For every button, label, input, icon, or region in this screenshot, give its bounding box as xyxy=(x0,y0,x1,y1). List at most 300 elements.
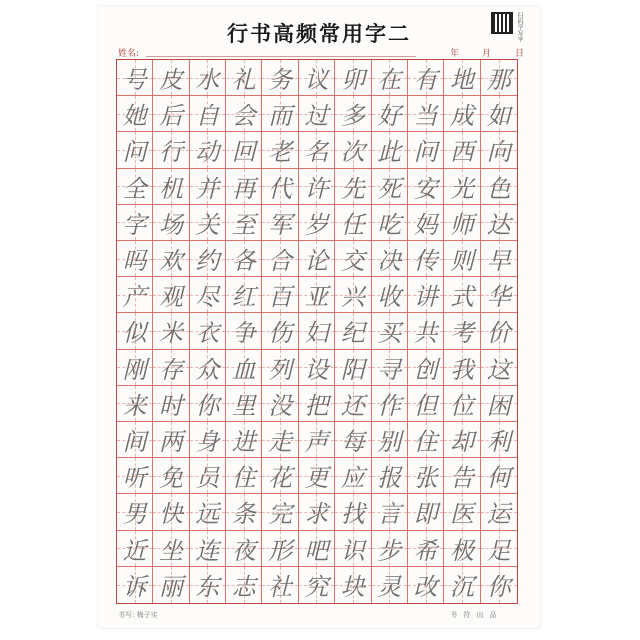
grid-character: 困 xyxy=(486,391,511,420)
grid-character: 把 xyxy=(304,391,329,420)
grid-character: 考 xyxy=(449,319,474,348)
grid-cell xyxy=(226,132,262,168)
grid-character: 改 xyxy=(413,573,438,602)
grid-cell xyxy=(444,567,480,603)
grid-character: 式 xyxy=(449,283,474,312)
grid-cell xyxy=(408,458,444,494)
grid-character: 向 xyxy=(486,138,511,167)
grid-character: 色 xyxy=(486,174,511,203)
grid-cell xyxy=(226,169,262,205)
grid-character: 极 xyxy=(449,536,474,565)
grid-cell xyxy=(444,494,480,530)
grid-cell xyxy=(226,494,262,530)
grid-cell xyxy=(408,313,444,349)
grid-character: 观 xyxy=(159,283,184,312)
grid-cell xyxy=(299,96,335,132)
grid-cell xyxy=(372,386,408,422)
grid-cell xyxy=(262,132,298,168)
grid-character: 并 xyxy=(195,174,220,203)
grid-character: 没 xyxy=(268,391,293,420)
grid-character: 快 xyxy=(159,500,184,529)
grid-character: 议 xyxy=(304,66,329,95)
grid-character: 地 xyxy=(449,66,474,95)
grid-character: 运 xyxy=(486,500,511,529)
grid-character: 许 xyxy=(304,174,329,203)
grid-cell xyxy=(372,458,408,494)
grid-character: 灵 xyxy=(377,573,402,602)
grid-character: 问 xyxy=(122,138,147,167)
grid-cell xyxy=(481,96,517,132)
grid-character: 连 xyxy=(195,536,220,565)
grid-cell xyxy=(262,531,298,567)
grid-character: 希 xyxy=(413,536,438,565)
grid-character: 在 xyxy=(377,66,402,95)
grid-cell xyxy=(335,458,371,494)
grid-cell xyxy=(226,205,262,241)
grid-cell xyxy=(335,241,371,277)
grid-cell xyxy=(408,241,444,277)
grid-cell xyxy=(444,169,480,205)
grid-character: 走 xyxy=(268,428,293,457)
grid-cell xyxy=(372,60,408,96)
grid-character: 行 xyxy=(159,138,184,167)
grid-character: 进 xyxy=(231,428,256,457)
grid-cell xyxy=(190,494,226,530)
grid-character: 产 xyxy=(122,283,147,312)
grid-character: 成 xyxy=(449,102,474,131)
grid-character: 夜 xyxy=(231,536,256,565)
grid-character: 传 xyxy=(413,247,438,276)
grid-character: 里 xyxy=(231,391,256,420)
grid-character: 次 xyxy=(340,138,365,167)
grid-cell xyxy=(408,422,444,458)
grid-character: 报 xyxy=(377,464,402,493)
grid-cell xyxy=(226,96,262,132)
month-label: 月 xyxy=(482,49,492,59)
grid-character: 则 xyxy=(449,247,474,276)
grid-character: 礼 xyxy=(231,66,256,95)
grid-character: 刚 xyxy=(122,355,147,384)
grid-character: 价 xyxy=(486,319,511,348)
grid-character: 听 xyxy=(122,464,147,493)
grid-cell xyxy=(299,169,335,205)
grid-cell xyxy=(226,386,262,422)
grid-cell xyxy=(372,422,408,458)
grid-cell xyxy=(153,458,189,494)
grid-cell xyxy=(299,386,335,422)
grid-character: 但 xyxy=(413,391,438,420)
grid-character: 每 xyxy=(340,428,365,457)
grid-character: 衣 xyxy=(195,319,220,348)
grid-character: 坐 xyxy=(159,536,184,565)
grid-cell xyxy=(117,169,153,205)
grid-character: 再 xyxy=(231,174,256,203)
grid-cell xyxy=(117,132,153,168)
grid-cell xyxy=(117,60,153,96)
grid-cell xyxy=(444,458,480,494)
grid-character: 军 xyxy=(268,210,293,239)
grid-cell xyxy=(190,313,226,349)
footer-writer: 书写: 梅子实 xyxy=(118,611,158,619)
grid-cell xyxy=(262,458,298,494)
grid-cell xyxy=(190,277,226,313)
grid-cell xyxy=(299,458,335,494)
grid-cell xyxy=(117,458,153,494)
grid-cell xyxy=(190,132,226,168)
grid-character: 利 xyxy=(486,428,511,457)
grid-character: 却 xyxy=(449,428,474,457)
grid-cell xyxy=(372,313,408,349)
grid-character: 师 xyxy=(449,210,474,239)
grid-cell xyxy=(190,205,226,241)
grid-cell xyxy=(335,132,371,168)
grid-cell xyxy=(408,494,444,530)
grid-character: 这 xyxy=(486,355,511,384)
grid-character: 关 xyxy=(195,210,220,239)
grid-character: 而 xyxy=(268,102,293,131)
grid-cell xyxy=(299,205,335,241)
grid-cell xyxy=(190,386,226,422)
grid-cell xyxy=(335,313,371,349)
grid-character: 当 xyxy=(413,102,438,131)
grid-character: 华 xyxy=(486,283,511,312)
grid-character: 争 xyxy=(231,319,256,348)
grid-character: 名 xyxy=(304,138,329,167)
grid-cell xyxy=(226,567,262,603)
grid-cell xyxy=(117,313,153,349)
qr-caption: 扫码学写字 xyxy=(516,12,523,42)
grid-character: 社 xyxy=(268,573,293,602)
grid-cell xyxy=(335,531,371,567)
grid-cell xyxy=(226,313,262,349)
grid-character: 来 xyxy=(122,391,147,420)
grid-cell xyxy=(299,313,335,349)
grid-cell xyxy=(335,277,371,313)
grid-character: 足 xyxy=(486,536,511,565)
grid-character: 血 xyxy=(231,355,256,384)
year-label: 年 xyxy=(450,49,460,59)
grid-character: 交 xyxy=(340,247,365,276)
grid-cell xyxy=(226,60,262,96)
grid-character: 形 xyxy=(268,536,293,565)
grid-cell xyxy=(262,169,298,205)
grid-cell xyxy=(153,531,189,567)
grid-cell xyxy=(408,350,444,386)
grid-character: 时 xyxy=(159,391,184,420)
grid-character: 找 xyxy=(340,500,365,529)
grid-cell xyxy=(444,422,480,458)
grid-cell xyxy=(481,531,517,567)
grid-cell xyxy=(153,386,189,422)
grid-character: 代 xyxy=(268,174,293,203)
grid-cell xyxy=(335,422,371,458)
grid-cell xyxy=(335,350,371,386)
grid-cell xyxy=(444,241,480,277)
grid-cell xyxy=(335,96,371,132)
grid-cell xyxy=(444,205,480,241)
grid-cell xyxy=(153,96,189,132)
grid-character: 她 xyxy=(122,102,147,131)
grid-character: 会 xyxy=(231,102,256,131)
grid-cell xyxy=(299,60,335,96)
grid-character: 作 xyxy=(377,391,402,420)
grid-character: 员 xyxy=(195,464,220,493)
grid-cell xyxy=(262,241,298,277)
grid-cell xyxy=(444,96,480,132)
grid-cell xyxy=(117,531,153,567)
grid-character: 后 xyxy=(159,102,184,131)
grid-cell xyxy=(481,458,517,494)
grid-character: 声 xyxy=(304,428,329,457)
grid-character: 何 xyxy=(486,464,511,493)
grid-cell xyxy=(117,96,153,132)
grid-character: 块 xyxy=(340,573,365,602)
grid-character: 吧 xyxy=(304,536,329,565)
grid-character: 存 xyxy=(159,355,184,384)
grid-character: 伤 xyxy=(268,319,293,348)
grid-cell xyxy=(153,169,189,205)
grid-cell xyxy=(117,241,153,277)
grid-character: 识 xyxy=(340,536,365,565)
grid-character: 欢 xyxy=(159,247,184,276)
grid-character: 张 xyxy=(413,464,438,493)
grid-cell xyxy=(299,277,335,313)
grid-character: 字 xyxy=(122,210,147,239)
grid-cell xyxy=(444,531,480,567)
grid-character: 你 xyxy=(195,391,220,420)
grid-cell xyxy=(262,205,298,241)
grid-character: 决 xyxy=(377,247,402,276)
grid-cell xyxy=(408,60,444,96)
grid-character: 东 xyxy=(195,573,220,602)
grid-cell xyxy=(190,531,226,567)
grid-character: 求 xyxy=(304,500,329,529)
grid-character: 丽 xyxy=(159,573,184,602)
grid-cell xyxy=(117,422,153,458)
grid-character: 米 xyxy=(159,319,184,348)
grid-cell xyxy=(481,350,517,386)
grid-character: 亚 xyxy=(304,283,329,312)
grid-cell xyxy=(481,386,517,422)
grid-character: 更 xyxy=(304,464,329,493)
grid-character: 条 xyxy=(231,500,256,529)
grid-cell xyxy=(190,60,226,96)
practice-sheet xyxy=(98,6,540,628)
grid-character: 安 xyxy=(413,174,438,203)
grid-cell xyxy=(372,531,408,567)
grid-character: 各 xyxy=(231,247,256,276)
grid-character: 言 xyxy=(377,500,402,529)
grid-cell xyxy=(481,169,517,205)
grid-cell xyxy=(481,313,517,349)
grid-character: 别 xyxy=(377,428,402,457)
grid-character: 先 xyxy=(340,174,365,203)
grid-cell xyxy=(262,350,298,386)
grid-cell xyxy=(153,494,189,530)
grid-cell xyxy=(299,350,335,386)
grid-character: 过 xyxy=(304,102,329,131)
grid-cell xyxy=(153,205,189,241)
grid-character: 合 xyxy=(268,247,293,276)
grid-character: 完 xyxy=(268,500,293,529)
grid-character: 创 xyxy=(413,355,438,384)
grid-cell xyxy=(372,132,408,168)
grid-character: 还 xyxy=(340,391,365,420)
grid-cell xyxy=(117,205,153,241)
grid-character: 远 xyxy=(195,500,220,529)
grid-cell xyxy=(153,422,189,458)
grid-cell xyxy=(190,241,226,277)
grid-character: 吗 xyxy=(122,247,147,276)
grid-character: 住 xyxy=(231,464,256,493)
grid-character: 设 xyxy=(304,355,329,384)
grid-cell xyxy=(408,205,444,241)
grid-cell xyxy=(481,205,517,241)
grid-cell xyxy=(481,60,517,96)
grid-cell xyxy=(299,494,335,530)
grid-cell xyxy=(299,567,335,603)
grid-cell xyxy=(226,458,262,494)
grid-cell xyxy=(117,567,153,603)
grid-cell xyxy=(444,60,480,96)
grid-cell xyxy=(262,277,298,313)
footer-publisher: 书 符 出 品 xyxy=(450,611,499,619)
character-grid xyxy=(116,59,518,604)
grid-character: 老 xyxy=(268,138,293,167)
grid-cell xyxy=(226,350,262,386)
grid-cell xyxy=(372,169,408,205)
qr-code-icon xyxy=(491,12,513,34)
grid-cell xyxy=(262,96,298,132)
grid-cell xyxy=(372,350,408,386)
grid-cell xyxy=(262,386,298,422)
grid-cell xyxy=(153,350,189,386)
grid-character: 回 xyxy=(231,138,256,167)
grid-cell xyxy=(408,169,444,205)
grid-cell xyxy=(481,422,517,458)
grid-character: 早 xyxy=(486,247,511,276)
grid-cell xyxy=(226,531,262,567)
grid-character: 两 xyxy=(159,428,184,457)
grid-cell xyxy=(372,241,408,277)
grid-cell xyxy=(262,60,298,96)
name-field-line[interactable] xyxy=(146,56,416,57)
grid-cell xyxy=(299,422,335,458)
grid-character: 光 xyxy=(449,174,474,203)
grid-cell xyxy=(117,386,153,422)
grid-cell xyxy=(444,386,480,422)
grid-character: 问 xyxy=(413,138,438,167)
grid-character: 应 xyxy=(340,464,365,493)
grid-cell xyxy=(408,132,444,168)
grid-character: 西 xyxy=(449,138,474,167)
grid-cell xyxy=(262,567,298,603)
grid-cell xyxy=(481,132,517,168)
grid-character: 百 xyxy=(268,283,293,312)
grid-cell xyxy=(335,386,371,422)
grid-cell xyxy=(226,277,262,313)
grid-character: 诉 xyxy=(122,573,147,602)
grid-cell xyxy=(372,567,408,603)
grid-cell xyxy=(335,169,371,205)
grid-character: 此 xyxy=(377,138,402,167)
grid-cell xyxy=(372,205,408,241)
grid-character: 沉 xyxy=(449,573,474,602)
grid-character: 步 xyxy=(377,536,402,565)
grid-character: 兴 xyxy=(340,283,365,312)
grid-cell xyxy=(335,60,371,96)
grid-cell xyxy=(481,567,517,603)
grid-character: 多 xyxy=(340,102,365,131)
grid-character: 约 xyxy=(195,247,220,276)
grid-cell xyxy=(226,241,262,277)
grid-character: 妈 xyxy=(413,210,438,239)
grid-cell xyxy=(408,567,444,603)
grid-character: 花 xyxy=(268,464,293,493)
grid-character: 位 xyxy=(449,391,474,420)
grid-character: 间 xyxy=(122,428,147,457)
grid-cell xyxy=(226,422,262,458)
grid-character: 卯 xyxy=(340,66,365,95)
grid-character: 吃 xyxy=(377,210,402,239)
grid-character: 究 xyxy=(304,573,329,602)
grid-cell xyxy=(444,132,480,168)
grid-character: 死 xyxy=(377,174,402,203)
grid-cell xyxy=(190,458,226,494)
grid-cell xyxy=(117,277,153,313)
grid-character: 身 xyxy=(195,428,220,457)
grid-cell xyxy=(153,313,189,349)
grid-cell xyxy=(335,567,371,603)
grid-cell xyxy=(481,277,517,313)
grid-cell xyxy=(190,96,226,132)
grid-character: 我 xyxy=(449,355,474,384)
grid-character: 医 xyxy=(449,500,474,529)
grid-character: 岁 xyxy=(304,210,329,239)
grid-cell xyxy=(262,494,298,530)
grid-cell xyxy=(153,60,189,96)
grid-cell xyxy=(190,350,226,386)
grid-cell xyxy=(153,567,189,603)
grid-cell xyxy=(481,494,517,530)
grid-cell xyxy=(335,205,371,241)
grid-cell xyxy=(190,567,226,603)
grid-cell xyxy=(444,350,480,386)
day-label: 日 xyxy=(515,49,525,59)
grid-character: 似 xyxy=(122,319,147,348)
grid-character: 免 xyxy=(159,464,184,493)
grid-character: 阳 xyxy=(340,355,365,384)
grid-cell xyxy=(481,241,517,277)
grid-character: 任 xyxy=(340,210,365,239)
grid-character: 住 xyxy=(413,428,438,457)
grid-character: 即 xyxy=(413,500,438,529)
grid-character: 好 xyxy=(377,102,402,131)
grid-cell xyxy=(117,494,153,530)
grid-cell xyxy=(444,313,480,349)
grid-character: 红 xyxy=(231,283,256,312)
grid-cell xyxy=(299,132,335,168)
grid-cell xyxy=(408,96,444,132)
grid-character: 志 xyxy=(231,573,256,602)
grid-character: 寻 xyxy=(377,355,402,384)
grid-character: 近 xyxy=(122,536,147,565)
grid-cell xyxy=(153,241,189,277)
grid-cell xyxy=(372,96,408,132)
grid-character: 买 xyxy=(377,319,402,348)
grid-character: 务 xyxy=(268,66,293,95)
grid-character: 如 xyxy=(486,102,511,131)
